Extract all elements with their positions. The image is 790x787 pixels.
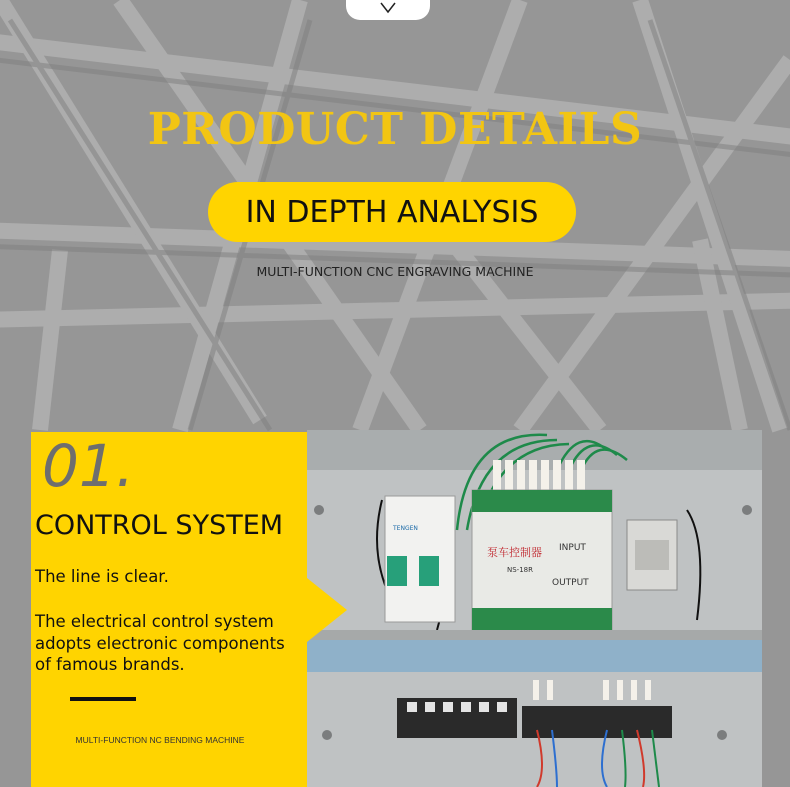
- section-pill: IN DEPTH ANALYSIS: [208, 182, 576, 242]
- input-label: INPUT: [559, 543, 586, 553]
- divider: [70, 697, 136, 701]
- controller-model-label: NS-18R: [507, 566, 533, 574]
- breaker-brand-label: TENGEN: [393, 525, 418, 532]
- panel-pointer: [307, 578, 347, 642]
- page-title: PRODUCT DETAILS: [147, 104, 643, 155]
- output-label: OUTPUT: [552, 578, 589, 588]
- feature-number: 01.: [42, 432, 135, 500]
- chevron-down-icon: [380, 2, 396, 14]
- controller-brand-label: 泵车控制器: [487, 546, 542, 559]
- top-tab[interactable]: [346, 0, 430, 20]
- page-subtitle: MULTI-FUNCTION CNC ENGRAVING MACHINE: [256, 264, 534, 279]
- feature-caption: MULTI-FUNCTION NC BENDING MACHINE: [75, 735, 245, 745]
- control-cabinet-photo: [307, 430, 762, 787]
- feature-line: The line is clear.: [35, 567, 169, 586]
- feature-heading: CONTROL SYSTEM: [35, 510, 284, 541]
- feature-paragraph: The electrical control system adopts electronic components of famous brands.: [35, 612, 285, 674]
